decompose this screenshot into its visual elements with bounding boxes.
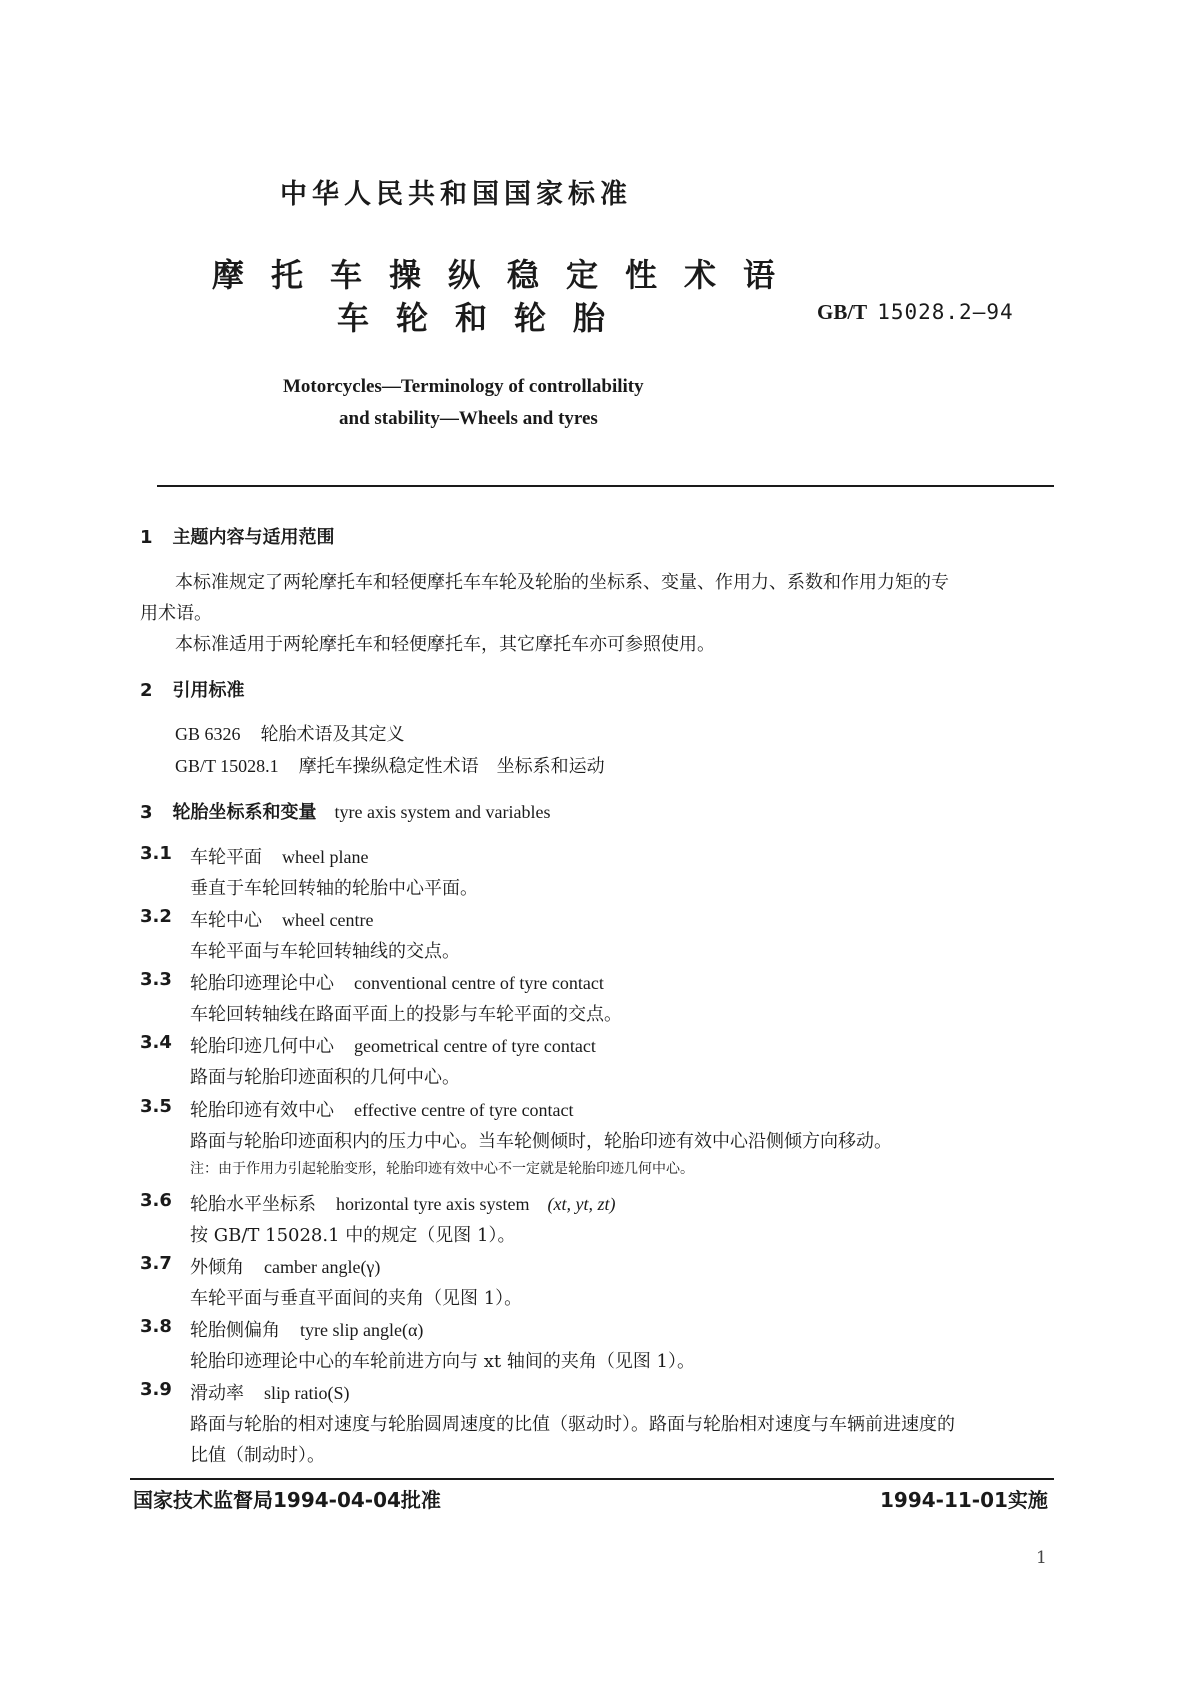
section-3-title-en: tyre axis system and variables bbox=[334, 802, 551, 822]
section-1-para2: 本标准适用于两轮摩托车和轻便摩托车，其它摩托车亦可参照使用。 bbox=[175, 634, 715, 655]
section-2-heading bbox=[140, 676, 245, 702]
header-divider bbox=[157, 485, 1054, 487]
section-2-number: 2 bbox=[140, 680, 153, 701]
term-note: 注：由于作用力引起轮胎变形，轮胎印迹有效中心不一定就是轮胎印迹几何中心。 bbox=[190, 1161, 694, 1177]
section-1-title: 主题内容与适用范围 bbox=[172, 527, 335, 548]
term-symbol: (xt, yt, zt) bbox=[547, 1194, 616, 1214]
term-heading: 车轮平面 wheel plane bbox=[190, 847, 369, 868]
term-definition: 车轮平面与车轮回转轴线的交点。 bbox=[190, 941, 460, 962]
term-number: 3.4 bbox=[140, 1032, 172, 1053]
title-zh-line2: 车轮和轮胎 bbox=[337, 299, 633, 337]
footer-divider bbox=[130, 1478, 1054, 1480]
section-1-para1-line2: 用术语。 bbox=[140, 603, 212, 624]
standard-number: 15028.2—94 bbox=[877, 300, 1014, 324]
term-number: 3.8 bbox=[140, 1316, 172, 1337]
section-2-title: 引用标准 bbox=[172, 680, 245, 701]
term-definition: 车轮回转轴线在路面平面上的投影与车轮平面的交点。 bbox=[190, 1004, 622, 1025]
section-3-number: 3 bbox=[140, 802, 153, 823]
term-number: 3.3 bbox=[140, 969, 172, 990]
term-definition-cont: 比值（制动时）。 bbox=[190, 1445, 325, 1466]
term-heading: 车轮中心 wheel centre bbox=[190, 910, 374, 931]
section-3-title: 轮胎坐标系和变量 bbox=[172, 802, 317, 823]
implementation-date: 1994-11-01实施 bbox=[880, 1488, 1048, 1512]
term-heading: 轮胎水平坐标系 horizontal tyre axis system (xt, yt, zt) bbox=[190, 1194, 616, 1215]
term-number: 3.6 bbox=[140, 1190, 172, 1211]
section-1-number: 1 bbox=[140, 527, 153, 548]
term-heading: 滑动率 slip ratio(S) bbox=[190, 1383, 350, 1404]
section-3-heading bbox=[140, 798, 550, 824]
standard-code bbox=[817, 300, 1014, 325]
term-definition: 路面与轮胎的相对速度与轮胎圆周速度的比值（驱动时）。路面与轮胎相对速度与车辆前进速度的 bbox=[190, 1414, 955, 1435]
section-1-para1-line1: 本标准规定了两轮摩托车和轻便摩托车车轮及轮胎的坐标系、变量、作用力、系数和作用力矩的专 bbox=[175, 572, 949, 593]
reference-item: GB/T 15028.1 摩托车操纵稳定性术语 坐标系和运动 bbox=[175, 756, 605, 777]
title-en-line1: Motorcycles—Terminology of controllability bbox=[283, 376, 644, 397]
approval-date: 国家技术监督局1994-04-04批准 bbox=[133, 1488, 441, 1512]
term-definition: 路面与轮胎印迹面积的几何中心。 bbox=[190, 1067, 460, 1088]
term-definition: 按 GB/T 15028.1 中的规定（见图 1）。 bbox=[190, 1225, 516, 1246]
term-definition: 轮胎印迹理论中心的车轮前进方向与 xt 轴间的夹角（见图 1）。 bbox=[190, 1351, 695, 1372]
national-standard-heading: 中华人民共和国国家标准 bbox=[280, 179, 632, 210]
term-heading: 轮胎印迹有效中心 effective centre of tyre contact bbox=[190, 1100, 574, 1121]
term-number: 3.2 bbox=[140, 906, 172, 927]
term-number: 3.5 bbox=[140, 1096, 172, 1117]
term-number: 3.7 bbox=[140, 1253, 172, 1274]
term-definition: 车轮平面与垂直平面间的夹角（见图 1）。 bbox=[190, 1288, 523, 1309]
term-heading: 轮胎印迹理论中心 conventional centre of tyre contact bbox=[190, 973, 604, 994]
term-heading: 轮胎侧偏角 tyre slip angle(α) bbox=[190, 1320, 424, 1341]
reference-item: GB 6326 轮胎术语及其定义 bbox=[175, 724, 405, 745]
standard-prefix: GB/T bbox=[817, 300, 868, 324]
title-zh-line1: 摩托车操纵稳定性术语 bbox=[212, 256, 803, 294]
term-number: 3.1 bbox=[140, 843, 172, 864]
title-en-line2: and stability—Wheels and tyres bbox=[339, 408, 598, 429]
term-definition: 路面与轮胎印迹面积内的压力中心。当车轮侧倾时，轮胎印迹有效中心沿侧倾方向移动。 bbox=[190, 1131, 892, 1152]
term-number: 3.9 bbox=[140, 1379, 172, 1400]
term-heading: 轮胎印迹几何中心 geometrical centre of tyre contact bbox=[190, 1036, 596, 1057]
term-definition: 垂直于车轮回转轴的轮胎中心平面。 bbox=[190, 878, 478, 899]
page-number: 1 bbox=[1036, 1548, 1047, 1568]
term-heading: 外倾角 camber angle(γ) bbox=[190, 1257, 381, 1278]
section-1-heading bbox=[140, 523, 335, 549]
